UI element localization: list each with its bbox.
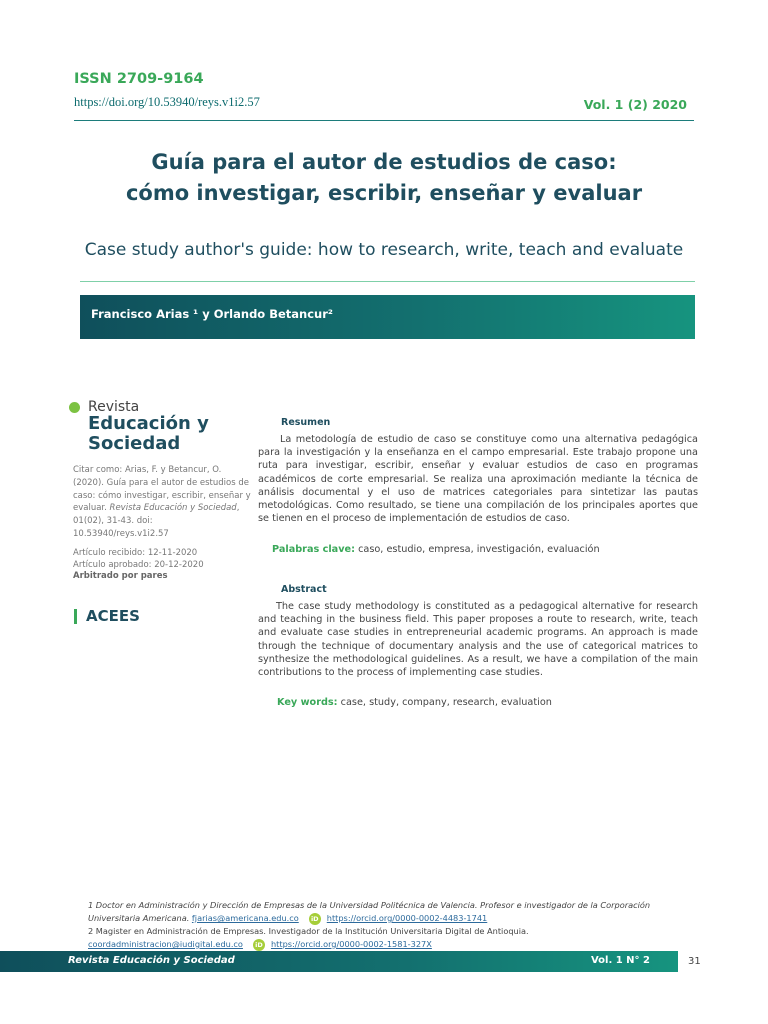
palabras-clave-label: Palabras clave:	[272, 544, 355, 555]
refereed-note: Arbitrado por pares	[73, 571, 168, 581]
page-number: 31	[688, 956, 701, 967]
key-words-text: case, study, company, research, evaluation	[337, 697, 552, 708]
footnote-2-orcid-link[interactable]: https://orcid.org/0000-0002-1581-327X	[270, 939, 432, 949]
footnote-2	[88, 925, 688, 951]
citation	[73, 464, 251, 541]
author-band	[80, 295, 695, 339]
resumen-text: La metodología de estudio de caso se constituye como una alternativa pedagógica para la investigación y la enseñanza en el campo empresarial. Este trabajo propone una ruta para investigar, escribir, enseñar y evaluar estudios de caso en programas académicos de corte empresarial. Se realiza una aproximación mediante la técnica de análisis documental y el uso de matrices categoriales para sintetizar las pautas metodológicas. Como resultado, se tiene una compilación de los principales aportes que se tienen en el proceso de implementación de estudios de caso.	[258, 434, 698, 525]
issn: ISSN 2709-9164	[74, 71, 204, 87]
footer-volume: Vol. 1 N° 2	[590, 955, 650, 966]
abstract-text: The case study methodology is constituted as a pedagogical alternative for research and teaching in the business field. This paper proposes a route to research, write, teach and evaluate case studies in entrepreneurial academic programs. An approach is made through the technique of documentary analysis and the use of categorical matrices to synthesize the methodological guidelines. As a result, we have a compilation of the main contributions to the process of implementing case studies.	[258, 601, 698, 679]
orcid-icon: iD	[253, 939, 265, 951]
article-dates	[73, 548, 251, 583]
volume-issue: Vol. 1 (2) 2020	[583, 97, 687, 112]
authors: Francisco Arias ¹ y Orlando Betancur²	[91, 307, 333, 321]
citation-suffix: , 01(02), 31-43. doi: 10.53940/reys.v1i2.57	[73, 503, 240, 539]
article-title	[74, 147, 694, 209]
citation-journal: Revista Educación y Sociedad	[109, 503, 237, 514]
footnote-1-email[interactable]: fjarias@americana.edu.co	[191, 913, 299, 923]
doi-link[interactable]: https://doi.org/10.53940/reys.v1i2.57	[74, 95, 260, 109]
footnote-1-orcid-link[interactable]: https://orcid.org/0000-0002-4483-1741	[326, 913, 488, 923]
journal-logo-revista: Revista	[88, 399, 140, 415]
journal-logo-name-line-2: Sociedad	[88, 433, 181, 454]
resumen-heading: Resumen	[281, 417, 331, 428]
footer-journal: Revista Educación y Sociedad	[68, 955, 235, 966]
received-date: Artículo recibido: 12-11-2020	[73, 548, 198, 558]
approved-date: Artículo aprobado: 20-12-2020	[73, 559, 204, 570]
footnote-2-text: 2 Magister en Administración de Empresas. Investigador de la Institución Universitaria Digital de Antioquia.	[88, 926, 529, 936]
footnote-1-text: 1 Doctor en Administración y Dirección de Empresas de la Universidad Politécnica de Valencia. Profesor e investigador de la Corporación Universitaria Americana.	[88, 900, 651, 923]
palabras-clave-text: caso, estudio, empresa, investigación, evaluación	[354, 544, 600, 555]
title-line-2: cómo investigar, escribir, enseñar y evaluar	[125, 181, 643, 205]
journal-logo-name	[88, 414, 238, 454]
header-divider	[74, 120, 694, 121]
abstract-heading: Abstract	[281, 584, 327, 595]
key-words	[277, 697, 552, 708]
journal-logo-dot-icon	[69, 402, 80, 413]
footer-band	[0, 951, 678, 972]
acees-logo: ACEES	[86, 607, 140, 625]
footnote-1	[88, 899, 688, 925]
orcid-icon: iD	[309, 913, 321, 925]
english-title: Case study author's guide: how to research, write, teach and evaluate	[84, 240, 684, 260]
title-divider	[80, 281, 695, 282]
title-line-1: Guía para el autor de estudios de caso:	[151, 150, 617, 174]
key-words-label: Key words:	[277, 697, 338, 708]
footnote-2-email[interactable]: coordadministracion@iudigital.edu.co	[88, 939, 243, 949]
palabras-clave	[272, 544, 600, 555]
citation-prefix: Citar como: Arias, F. y Betancur, O. (2020). Guía para el autor de estudios de caso: cómo investigar, escribir, enseñar y evaluar.	[73, 465, 251, 514]
acees-bar-icon	[74, 609, 77, 624]
journal-logo-name-line-1: Educación y	[88, 413, 209, 434]
